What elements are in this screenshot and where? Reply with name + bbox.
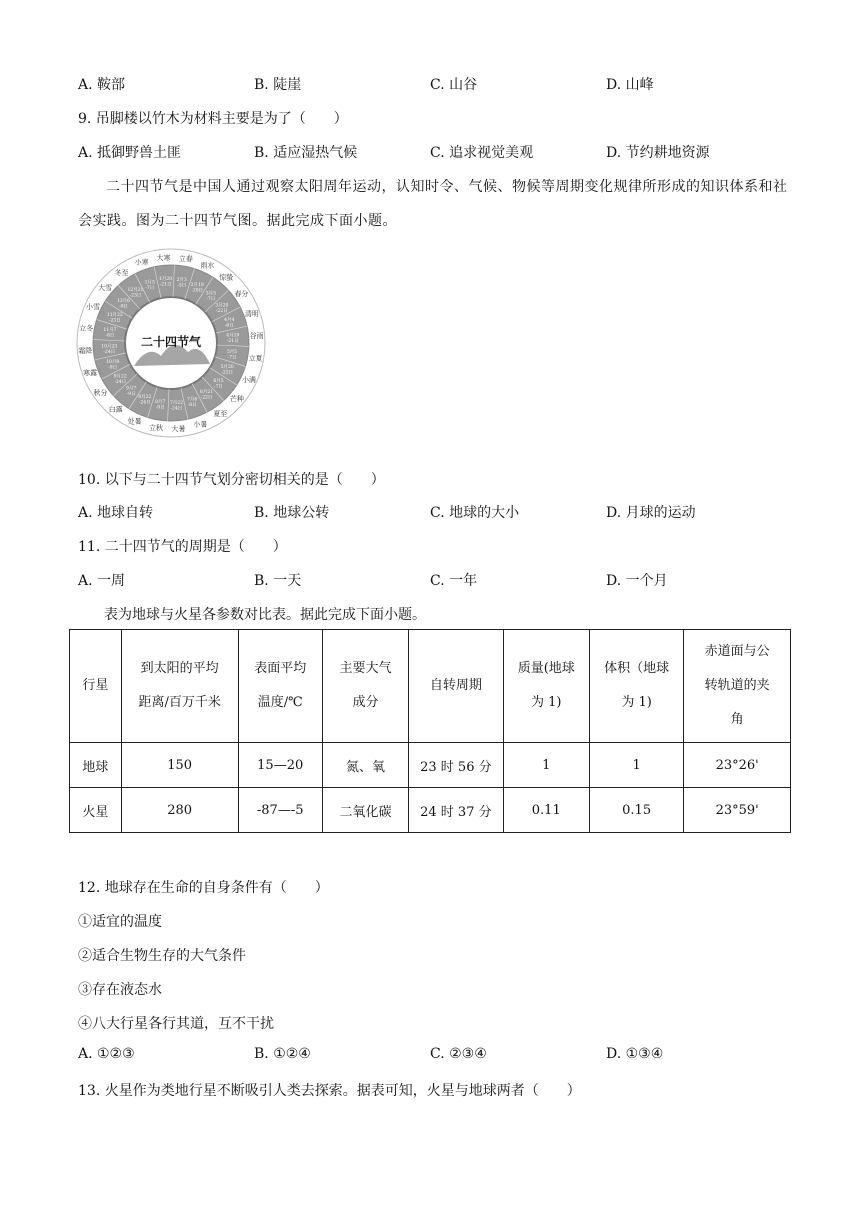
solar-term-label: 冬至 [114,269,129,278]
solar-term-label: 大雪 [98,284,113,293]
table-cell: 1 [589,743,683,788]
q12-item-3: ③存在液态水 [78,982,162,998]
table-row [70,743,791,788]
solar-term-label: 小寒 [134,258,149,267]
q10-options [78,502,778,522]
q9-options [78,142,778,162]
table-cell: 1 [503,743,589,788]
q10-option-b: B. 地球公转 [254,505,330,521]
solar-term-date: -7日 [227,355,237,361]
solar-term-date: -22日 [221,370,234,376]
solar-term-date: -8日 [119,304,128,310]
solar-term-date: 1月5 [144,280,155,286]
solar-term-date: 3月20 [215,303,229,309]
solar-term-label: 夏至 [213,409,228,418]
solar-term-date: -22日 [215,308,228,314]
q10-option-a: A. 地球自转 [78,505,154,521]
solar-term-label: 立春 [178,254,193,263]
solar-terms-intro: 二十四节气是中国人通过观察太阳周年运动，认知时令、气候、物候等周期变化规律所形成的知识体系和社会实践。图为二十四节气图。据此完成下面小题。 [78,179,788,229]
table-cell: 23°59' [684,788,791,833]
solar-term-date: -23日 [108,318,121,324]
solar-term-label: 处暑 [127,417,142,426]
q12-option-b: B. ①②④ [254,1046,311,1062]
q12-item-1: ①适宜的温度 [78,914,162,930]
q10-option-d: D. 月球的运动 [606,505,696,521]
q9-option-c: C. 追求视觉美观 [430,145,534,161]
q12-option-d: D. ①③④ [606,1046,664,1062]
q12-item-2: ②适合生物生存的大气条件 [78,948,246,964]
solar-term-label: 秋分 [93,388,108,397]
table-cell: 火星 [70,788,122,833]
table-header-cell: 表面平均 温度/℃ [238,630,322,743]
table-cell: 23°26' [684,743,791,788]
solar-term-date: -20日 [191,288,204,294]
q9-stem: 9. 吊脚楼以竹木为材料主要是为了（ ） [78,111,348,127]
solar-term-date: 1月20 [159,277,173,283]
table-cell: 15—20 [238,743,322,788]
table-cell: 0.11 [503,788,589,833]
table-cell: 150 [121,743,238,788]
table-header-cell: 主要大气 成分 [322,630,408,743]
solar-terms-diagram [76,248,266,438]
q12-item-4: ④八大行星各行其道，互不干扰 [78,1016,274,1032]
q8-option-a: A. 鞍部 [78,77,126,93]
solar-term-date: -21日 [159,282,172,288]
table-cell: -87—-5 [238,788,322,833]
solar-term-date: 5月5 [226,349,238,355]
table-cell: 氮、氧 [322,743,408,788]
table-cell: 二氧化碳 [322,788,408,833]
solar-term-date: 11月7 [103,328,117,334]
q8-option-c: C. 山谷 [430,77,478,93]
table-header-cell: 体积（地球 为 1) [589,630,683,743]
q12-stem: 12. 地球存在生命的自身条件有（ ） [78,880,329,896]
solar-term-date: -24日 [114,380,127,386]
solar-term-date: -9日 [126,391,136,397]
solar-term-date: -24日 [103,349,116,355]
solar-term-date: 8月7 [155,400,166,406]
solar-term-date: -9日 [108,365,118,371]
table-header-cell: 到太阳的平均 距离/百万千米 [121,630,238,743]
q8-option-d: D. 山峰 [606,77,654,93]
table-cell: 280 [121,788,238,833]
table-cell: 24 时 37 分 [409,788,503,833]
q12-option-c: C. ②③④ [430,1046,487,1062]
q11-option-c: C. 一年 [430,573,478,589]
solar-term-date: 6月5 [213,378,224,384]
solar-term-date: 8月22 [138,395,152,401]
solar-term-date: -21日 [226,339,239,345]
solar-term-label: 小雪 [86,303,101,312]
q8-option-b: B. 陡崖 [254,77,302,93]
solar-term-date: -24日 [138,400,151,406]
q10-stem: 10. 以下与二十四节气划分密切相关的是（ ） [78,472,385,488]
q9-option-d: D. 节约耕地资源 [606,145,710,161]
solar-term-label: 立夏 [248,354,263,363]
solar-term-label: 寒露 [83,368,98,377]
planet-comparison-table [69,629,791,833]
q11-option-b: B. 一天 [254,573,302,589]
solar-term-label: 雨水 [200,261,215,270]
solar-term-label: 芒种 [229,394,244,403]
solar-term-date: 4月19 [226,333,240,339]
table-header-cell: 自转周期 [409,630,503,743]
solar-term-date: 9月7 [126,386,137,392]
solar-term-label: 立秋 [149,424,164,433]
diagram-center-title: 二十四节气 [140,335,202,349]
solar-term-date: 7月22 [169,400,183,406]
solar-term-date: 5月20 [220,365,234,371]
q8-options [78,74,778,94]
q13-stem: 13. 火星作为类地行星不断吸引人类去探索。据表可知，火星与地球两者（ ） [78,1083,581,1099]
solar-term-date: -5日 [177,283,187,289]
solar-term-label: 大暑 [171,425,186,434]
solar-term-date: -7日 [145,286,155,292]
solar-term-date: 2月3 [176,277,187,283]
solar-term-date: 7月6 [187,397,198,403]
table-header-cell: 赤道面与公 转轨道的夹 角 [684,630,791,743]
solar-term-date: 11月22 [106,312,123,318]
solar-term-label: 霜降 [78,346,93,355]
q11-options [78,570,778,590]
solar-term-date: 3月5 [205,291,216,297]
solar-term-label: 大寒 [156,253,171,262]
solar-term-date: -8日 [187,402,197,408]
solar-term-date: 12月21 [127,288,144,294]
q12-options [78,1046,778,1066]
q10-option-c: C. 地球的大小 [430,505,520,521]
q11-option-a: A. 一周 [78,573,126,589]
table-row [70,788,791,833]
solar-term-label: 立冬 [79,324,94,333]
table-cell: 0.15 [589,788,683,833]
solar-term-date: -24日 [170,406,183,412]
q12-option-a: A. ①②③ [78,1046,135,1062]
solar-term-label: 谷雨 [249,332,264,341]
table-cell: 23 时 56 分 [409,743,503,788]
solar-term-date: 2月18 [190,282,204,288]
table-cell: 地球 [70,743,122,788]
table-header-cell: 行星 [70,630,122,743]
solar-term-date: 12月6 [116,299,131,305]
solar-term-label: 惊蛰 [219,273,234,282]
solar-term-label: 春分 [234,290,249,299]
solar-term-date: 10月8 [106,360,120,366]
solar-term-date: -7日 [214,384,223,390]
solar-term-date: -6日 [224,323,234,329]
solar-term-date: 10月23 [101,344,118,350]
solar-term-date: -23日 [129,293,142,299]
solar-term-label: 白露 [108,405,123,414]
table-header-cell: 质量(地球 为 1) [503,630,589,743]
solar-term-date: 4月4 [224,317,235,323]
solar-term-date: 6月21 [200,389,214,395]
solar-term-label: 清明 [244,310,259,319]
solar-term-label: 小暑 [193,420,208,429]
q11-option-d: D. 一个月 [606,573,668,589]
solar-term-date: -22日 [200,395,213,401]
table-intro: 表为地球与火星各参数对比表。据此完成下面小题。 [104,607,426,623]
table-header-row [70,630,791,743]
solar-term-date: -9日 [155,405,165,411]
q9-option-a: A. 抵御野兽土匪 [78,145,182,161]
solar-term-date: -8日 [105,333,115,339]
q11-stem: 11. 二十四节气的周期是（ ） [78,539,287,555]
solar-term-date: 9月22 [113,374,127,380]
solar-term-date: -7日 [206,297,216,303]
q9-option-b: B. 适应湿热气候 [254,145,358,161]
solar-term-label: 小满 [241,375,256,384]
